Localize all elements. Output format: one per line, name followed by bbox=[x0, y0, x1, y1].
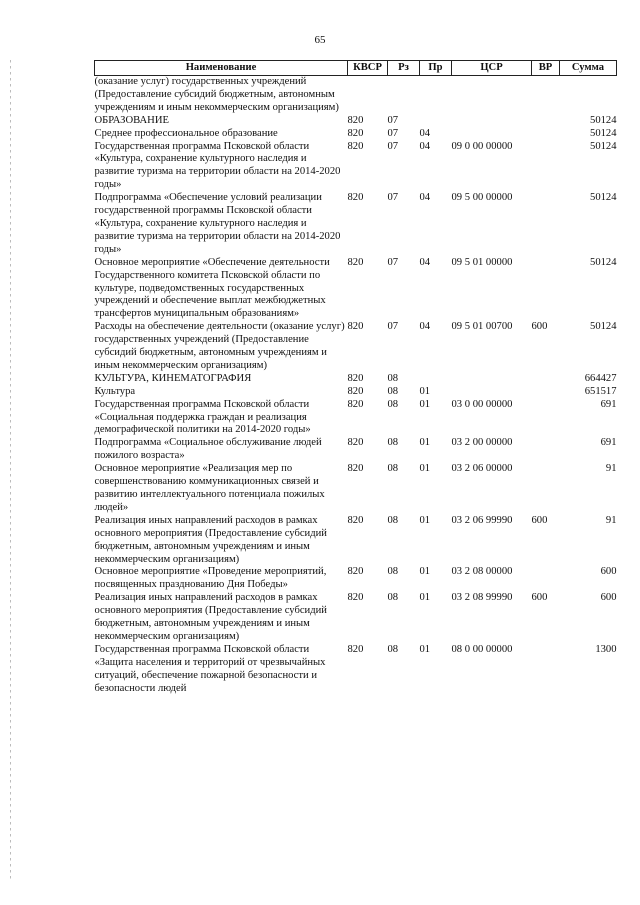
row-vr bbox=[532, 373, 560, 386]
row-rz: 07 bbox=[387, 256, 399, 268]
row-sum: 664427 bbox=[584, 372, 617, 384]
row-vr bbox=[532, 115, 560, 128]
row-name: Среднее профессиональное образование bbox=[94, 127, 278, 139]
row-kvsr: 820 bbox=[347, 192, 364, 204]
row-name: КУЛЬТУРА, КИНЕМАТОГРАФИЯ bbox=[94, 372, 252, 384]
row-vr bbox=[532, 76, 560, 115]
row-pr: 04 bbox=[419, 140, 431, 152]
table-row bbox=[95, 257, 617, 322]
row-rz: 08 bbox=[387, 437, 399, 449]
row-csr: 03 2 00 00000 bbox=[451, 437, 513, 449]
row-csr: 03 2 08 00000 bbox=[451, 566, 513, 578]
row-sum: 50124 bbox=[590, 256, 617, 268]
row-csr: 09 0 00 00000 bbox=[451, 140, 513, 152]
row-sum: 50124 bbox=[590, 321, 617, 333]
row-kvsr: 820 bbox=[347, 463, 364, 475]
row-rz: 07 bbox=[387, 192, 399, 204]
row-csr bbox=[452, 76, 532, 115]
header-name: Наименование bbox=[95, 61, 348, 76]
row-rz: 07 bbox=[387, 321, 399, 333]
table-row bbox=[95, 76, 617, 115]
row-name: Подпрограмма «Социальное обслуживание людей пожилого возраста» bbox=[94, 437, 322, 462]
row-sum: 651517 bbox=[584, 385, 617, 397]
row-name: Реализация иных направлений расходов в рамках основного мероприятия (Предоставление субсидий бюджетным, автономным учреждениям и иным некоммерческим организациям) bbox=[94, 592, 327, 642]
row-name: ОБРАЗОВАНИЕ bbox=[94, 114, 169, 126]
row-csr bbox=[452, 128, 532, 141]
row-kvsr: 820 bbox=[347, 643, 364, 655]
row-pr bbox=[420, 115, 452, 128]
row-sum: 600 bbox=[600, 592, 617, 604]
row-sum: 91 bbox=[605, 463, 617, 475]
row-vr bbox=[532, 566, 560, 592]
row-kvsr: 820 bbox=[347, 398, 364, 410]
row-pr: 04 bbox=[419, 192, 431, 204]
row-name: Культура bbox=[94, 385, 136, 397]
table-row bbox=[95, 463, 617, 515]
scan-edge-marks bbox=[10, 60, 11, 880]
row-csr bbox=[452, 373, 532, 386]
row-csr bbox=[452, 386, 532, 399]
row-kvsr: 820 bbox=[347, 437, 364, 449]
table-row bbox=[95, 566, 617, 592]
row-pr: 01 bbox=[419, 385, 431, 397]
header-kvsr: КВСР bbox=[348, 61, 388, 76]
row-name: Подпрограмма «Обеспечение условий реализации государственной программы Псковской области «Культура, сохранение культурного наследия и развитие туризма на территории области на 2014-2020 годы» bbox=[94, 192, 341, 255]
row-kvsr bbox=[348, 76, 388, 115]
row-pr: 01 bbox=[419, 514, 431, 526]
row-csr bbox=[452, 115, 532, 128]
row-kvsr: 820 bbox=[347, 514, 364, 526]
row-vr: 600 bbox=[531, 321, 548, 333]
table-row bbox=[95, 399, 617, 438]
header-rz: Рз bbox=[388, 61, 420, 76]
row-vr bbox=[532, 386, 560, 399]
row-rz: 07 bbox=[387, 140, 399, 152]
row-csr: 03 0 00 00000 bbox=[451, 398, 513, 410]
row-rz: 08 bbox=[387, 643, 399, 655]
header-pr: Пр bbox=[420, 61, 452, 76]
row-name: Государственная программа Псковской области «Социальная поддержка граждан и реализация демографической политики на 2014-2020 годы» bbox=[94, 398, 311, 436]
header-vr: ВР bbox=[532, 61, 560, 76]
row-pr bbox=[420, 373, 452, 386]
row-vr bbox=[532, 463, 560, 515]
row-name: Основное мероприятие «Проведение мероприятий, посвященных празднованию Дня Победы» bbox=[94, 566, 327, 591]
table-row bbox=[95, 373, 617, 386]
row-name: Государственная программа Псковской области «Культура, сохранение культурного наследия и развитие туризма на территории области на 2014-2020 годы» bbox=[94, 140, 341, 191]
table-row bbox=[95, 141, 617, 193]
row-sum: 91 bbox=[605, 514, 617, 526]
row-kvsr: 820 bbox=[347, 566, 364, 578]
row-pr: 04 bbox=[419, 127, 431, 139]
row-vr bbox=[532, 437, 560, 463]
row-kvsr: 820 bbox=[347, 127, 364, 139]
table-row bbox=[95, 515, 617, 567]
row-sum: 50124 bbox=[590, 140, 617, 152]
row-pr: 01 bbox=[419, 437, 431, 449]
row-kvsr: 820 bbox=[347, 592, 364, 604]
row-sum bbox=[560, 76, 617, 115]
row-vr bbox=[532, 399, 560, 438]
row-vr bbox=[532, 257, 560, 322]
row-csr: 08 0 00 00000 bbox=[451, 643, 513, 655]
row-rz bbox=[388, 76, 420, 115]
row-rz: 08 bbox=[387, 372, 399, 384]
table-row bbox=[95, 321, 617, 373]
row-rz: 08 bbox=[387, 463, 399, 475]
row-sum: 50124 bbox=[590, 127, 617, 139]
table-body bbox=[95, 76, 617, 696]
row-vr: 600 bbox=[531, 514, 548, 526]
row-csr: 03 2 06 99990 bbox=[451, 514, 513, 526]
row-sum: 691 bbox=[600, 437, 617, 449]
row-pr: 01 bbox=[419, 643, 431, 655]
table-header-row bbox=[95, 61, 617, 76]
row-pr: 01 bbox=[419, 463, 431, 475]
header-csr: ЦСР bbox=[452, 61, 532, 76]
table-row bbox=[95, 192, 617, 257]
table-row bbox=[95, 437, 617, 463]
row-sum: 691 bbox=[600, 398, 617, 410]
row-kvsr: 820 bbox=[347, 385, 364, 397]
row-sum: 50124 bbox=[590, 114, 617, 126]
row-kvsr: 820 bbox=[347, 256, 364, 268]
header-sum: Сумма bbox=[560, 61, 617, 76]
row-csr: 09 5 01 00000 bbox=[451, 256, 513, 268]
budget-table bbox=[94, 60, 617, 696]
row-vr bbox=[532, 128, 560, 141]
table-row bbox=[95, 386, 617, 399]
row-name: Государственная программа Псковской области «Защита населения и территорий от чрезвычайных ситуаций, обеспечение пожарной безопасности и безопасности людей bbox=[94, 643, 326, 694]
table-row bbox=[95, 115, 617, 128]
row-csr: 09 5 00 00000 bbox=[451, 192, 513, 204]
row-sum: 50124 bbox=[590, 192, 617, 204]
row-rz: 07 bbox=[387, 114, 399, 126]
row-name: Основное мероприятие «Реализация мер по совершенствованию коммуникационных связей и развитию интеллектуального потенциала пожилых людей» bbox=[94, 463, 325, 513]
row-pr: 04 bbox=[419, 321, 431, 333]
row-name: Реализация иных направлений расходов в рамках основного мероприятия (Предоставление субсидий бюджетным, автономным учреждениям и иным некоммерческим организациям) bbox=[94, 514, 327, 565]
row-rz: 08 bbox=[387, 592, 399, 604]
row-vr: 600 bbox=[531, 592, 548, 604]
row-rz: 08 bbox=[387, 385, 399, 397]
row-rz: 07 bbox=[387, 127, 399, 139]
row-vr bbox=[532, 141, 560, 193]
row-pr: 01 bbox=[419, 398, 431, 410]
row-rz: 08 bbox=[387, 398, 399, 410]
row-pr: 01 bbox=[419, 566, 431, 578]
table-row bbox=[95, 128, 617, 141]
row-name: Расходы на обеспечение деятельности (оказание услуг) государственных учреждений (Предоставление субсидий бюджетным, автономным учреждениям и иным некоммерческим организациям) bbox=[94, 321, 345, 371]
row-pr: 01 bbox=[419, 592, 431, 604]
row-sum: 1300 bbox=[595, 643, 617, 655]
row-kvsr: 820 bbox=[347, 372, 364, 384]
table-row bbox=[95, 592, 617, 644]
row-vr bbox=[532, 192, 560, 257]
row-pr bbox=[420, 76, 452, 115]
row-csr: 09 5 01 00700 bbox=[451, 321, 513, 333]
row-sum: 600 bbox=[600, 566, 617, 578]
row-rz: 08 bbox=[387, 514, 399, 526]
row-kvsr: 820 bbox=[347, 140, 364, 152]
row-pr: 04 bbox=[419, 256, 431, 268]
row-rz: 08 bbox=[387, 566, 399, 578]
row-csr: 03 2 06 00000 bbox=[451, 463, 513, 475]
table-row bbox=[95, 644, 617, 696]
row-csr: 03 2 08 99990 bbox=[451, 592, 513, 604]
row-kvsr: 820 bbox=[347, 321, 364, 333]
row-kvsr: 820 bbox=[347, 114, 364, 126]
row-vr bbox=[532, 644, 560, 696]
row-name: (оказание услуг) государственных учреждений (Предоставление субсидий бюджетным, автономным учреждениям и иным некоммерческим организациям) bbox=[94, 76, 339, 113]
row-name: Основное мероприятие «Обеспечение деятельности Государственного комитета Псковской области по культуре, подведомственных государственных учреждений и обеспечение выплат межбюджетных трансфертов муниципальным образованиям» bbox=[94, 256, 330, 320]
page-number: 65 bbox=[314, 34, 326, 46]
